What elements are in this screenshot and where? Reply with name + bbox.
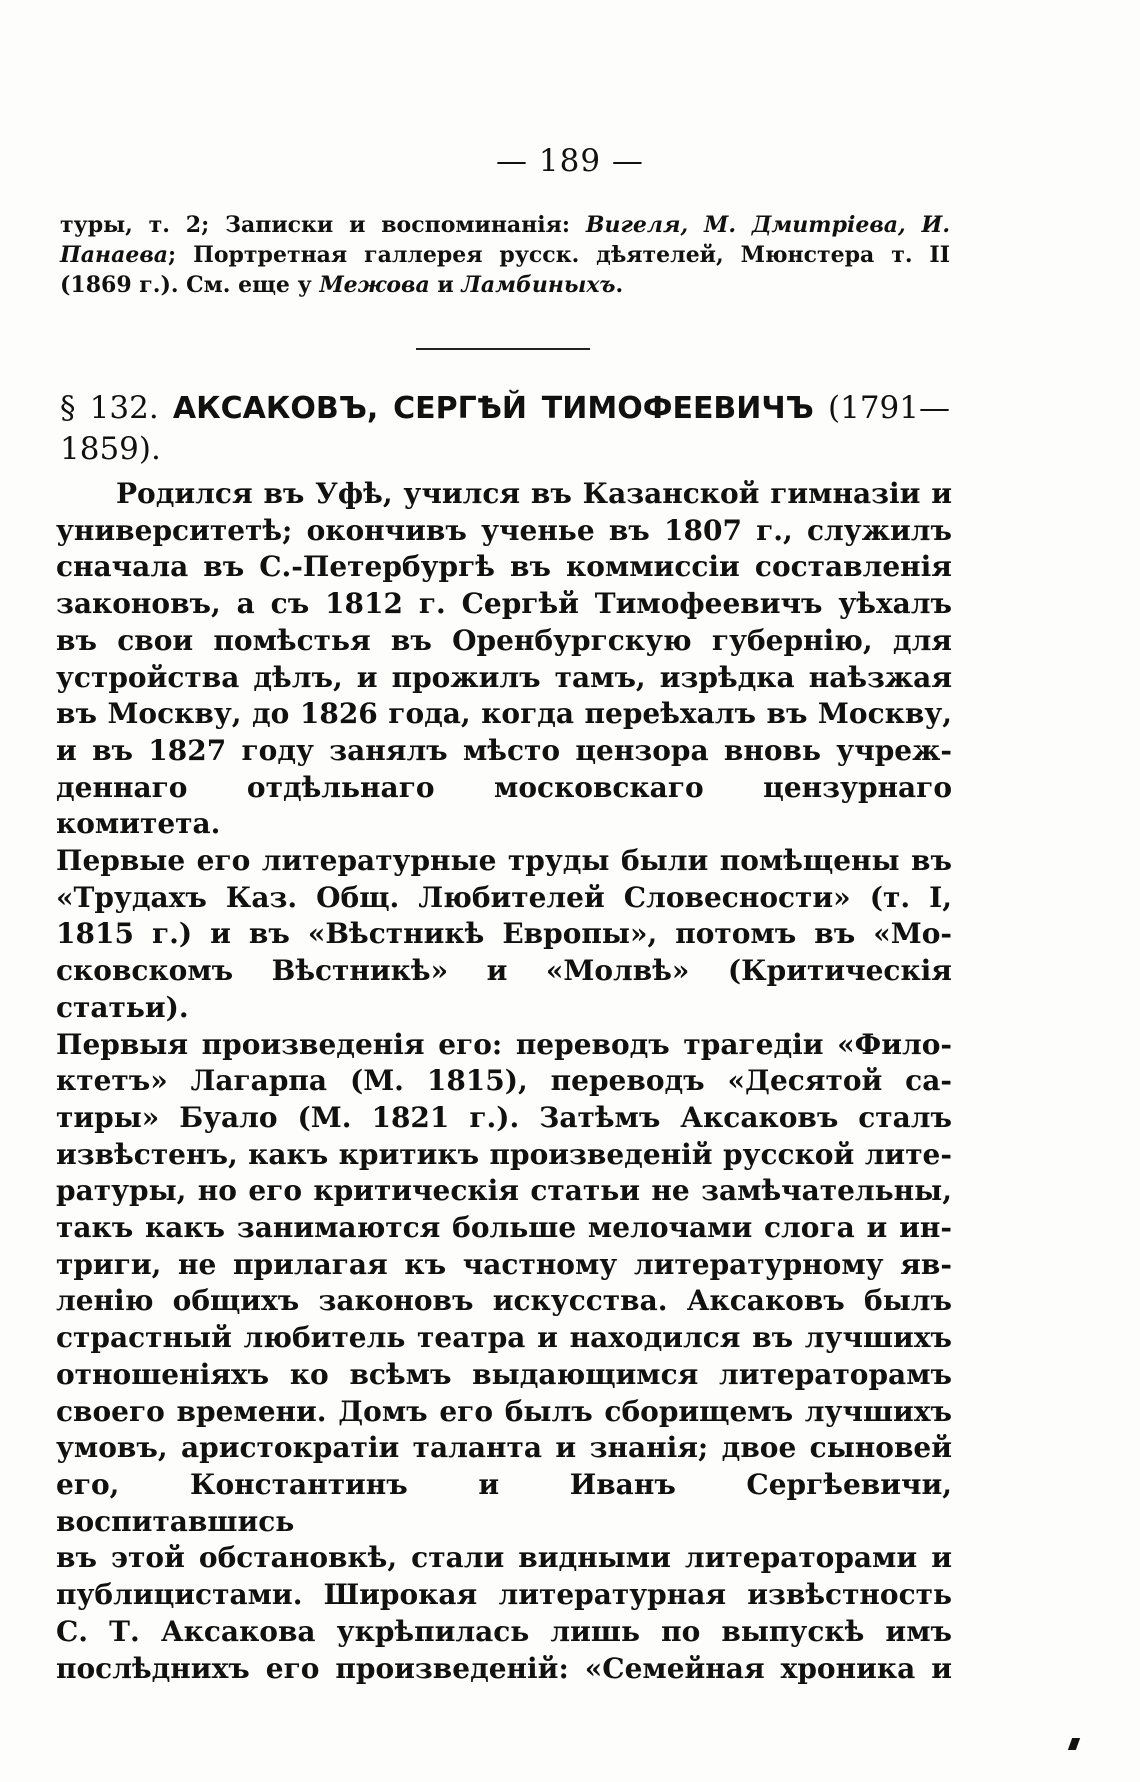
body-line: его, Константинъ и Иванъ Сергѣевичи, воспитавшись — [56, 1467, 952, 1538]
body-line: извѣстенъ, какъ критикъ произведеній русской лите- — [56, 1137, 952, 1171]
body-line: сковскомъ Вѣстникѣ» и «Молвѣ» (Критическія статьи). — [56, 954, 952, 1024]
footnote-author-4: Ламбиныхъ — [461, 272, 616, 298]
body-line: 1815 г.) и въ «Вѣстникѣ Европы», потомъ въ «Мо- — [56, 917, 952, 951]
body-line: Родился въ Уфѣ, учился въ Казанской гимназіи и — [116, 477, 952, 510]
body-line: деннаго отдѣльнаго московскаго цензурнаго комитета. — [56, 770, 952, 841]
footnote-text-4: . — [615, 272, 624, 298]
body-line: тиры» Буало (М. 1821 г.). Затѣмъ Аксаковъ сталъ — [56, 1100, 952, 1134]
section-number: § 132. — [60, 390, 173, 426]
print-mark — [1068, 1738, 1080, 1750]
footnote-author-1: Вигеля, М. Дмитріева, — [585, 212, 906, 238]
body-line: своего времени. Домъ его былъ сборищемъ лучшихъ — [56, 1394, 952, 1428]
footnote-author-3: Межова — [319, 272, 430, 298]
body-line: сначала въ С.-Петербургѣ въ коммиссіи составленія — [56, 550, 952, 584]
body-line: Первыя произведенія его: переводъ трагедіи «Фило- — [56, 1027, 952, 1061]
body-line: Первые его литературные труды были помѣщены въ — [56, 844, 952, 878]
body-line: такъ какъ занимаются больше мелочами слога и ин- — [56, 1211, 952, 1245]
section-name: АКСАКОВЪ, СЕРГѢЙ ТИМОФЕЕВИЧЪ — [172, 391, 814, 426]
body-line: ктетъ» Лагарпа (М. 1815), переводъ «Десятой са- — [56, 1064, 952, 1098]
footnote-text-3: и — [429, 272, 462, 298]
footnote-author-2: И. Панаева — [60, 212, 950, 268]
body-line: послѣднихъ его произведеній: «Семейная хроника и — [56, 1651, 952, 1685]
footnote-text-2: ; Портретная галлерея русск. дѣятелей, Мюнстера т. II (1869 г.). См. еще у — [60, 242, 950, 298]
body-line: въ свои помѣстья въ Оренбургскую губернію, для — [56, 623, 952, 657]
section-heading — [60, 388, 950, 469]
body-line: «Трудахъ Каз. Общ. Любителей Словесности» (т. I, — [56, 880, 952, 914]
body-line: С. Т. Аксакова укрѣпилась лишь по выпускѣ имъ — [56, 1614, 952, 1648]
body-line: отношеніяхъ ко всѣмъ выдающимся литераторамъ — [56, 1357, 952, 1391]
section-years: (1791—1859). — [60, 390, 951, 467]
body-line: въ этой обстановкѣ, стали видными литераторами и — [56, 1541, 952, 1575]
body-line: законовъ, а съ 1812 г. Сергѣй Тимофеевичъ уѣхалъ — [56, 587, 952, 621]
body-line: устройства дѣлъ, и прожилъ тамъ, изрѣдка наѣзжая — [56, 660, 952, 694]
body-line: ленію общихъ законовъ искусства. Аксаковъ былъ — [56, 1284, 952, 1318]
body-line: въ Москву, до 1826 года, когда переѣхалъ въ Москву, — [56, 697, 952, 731]
footnote-text-1: туры, т. 2; Записки и воспоминанія: — [60, 212, 586, 238]
body-line: публицистами. Широкая литературная извѣстность — [56, 1578, 952, 1612]
page-number: — 189 — — [496, 143, 644, 179]
footnote — [60, 210, 950, 300]
body-paragraph — [56, 476, 952, 1687]
body-line: триги, не прилагая къ частному литературному яв- — [56, 1247, 952, 1281]
section-divider — [416, 348, 590, 350]
body-line: ратуры, но его критическія статьи не замѣчательны, — [56, 1174, 952, 1208]
body-line: университетѣ; окончивъ ученье въ 1807 г., служилъ — [56, 513, 952, 547]
body-line: страстный любитель театра и находился въ лучшихъ — [56, 1321, 952, 1355]
body-line: и въ 1827 году занялъ мѣсто цензора вновь учреж- — [56, 733, 952, 767]
body-line: умовъ, аристократіи таланта и знанія; двое сыновей — [56, 1431, 952, 1465]
